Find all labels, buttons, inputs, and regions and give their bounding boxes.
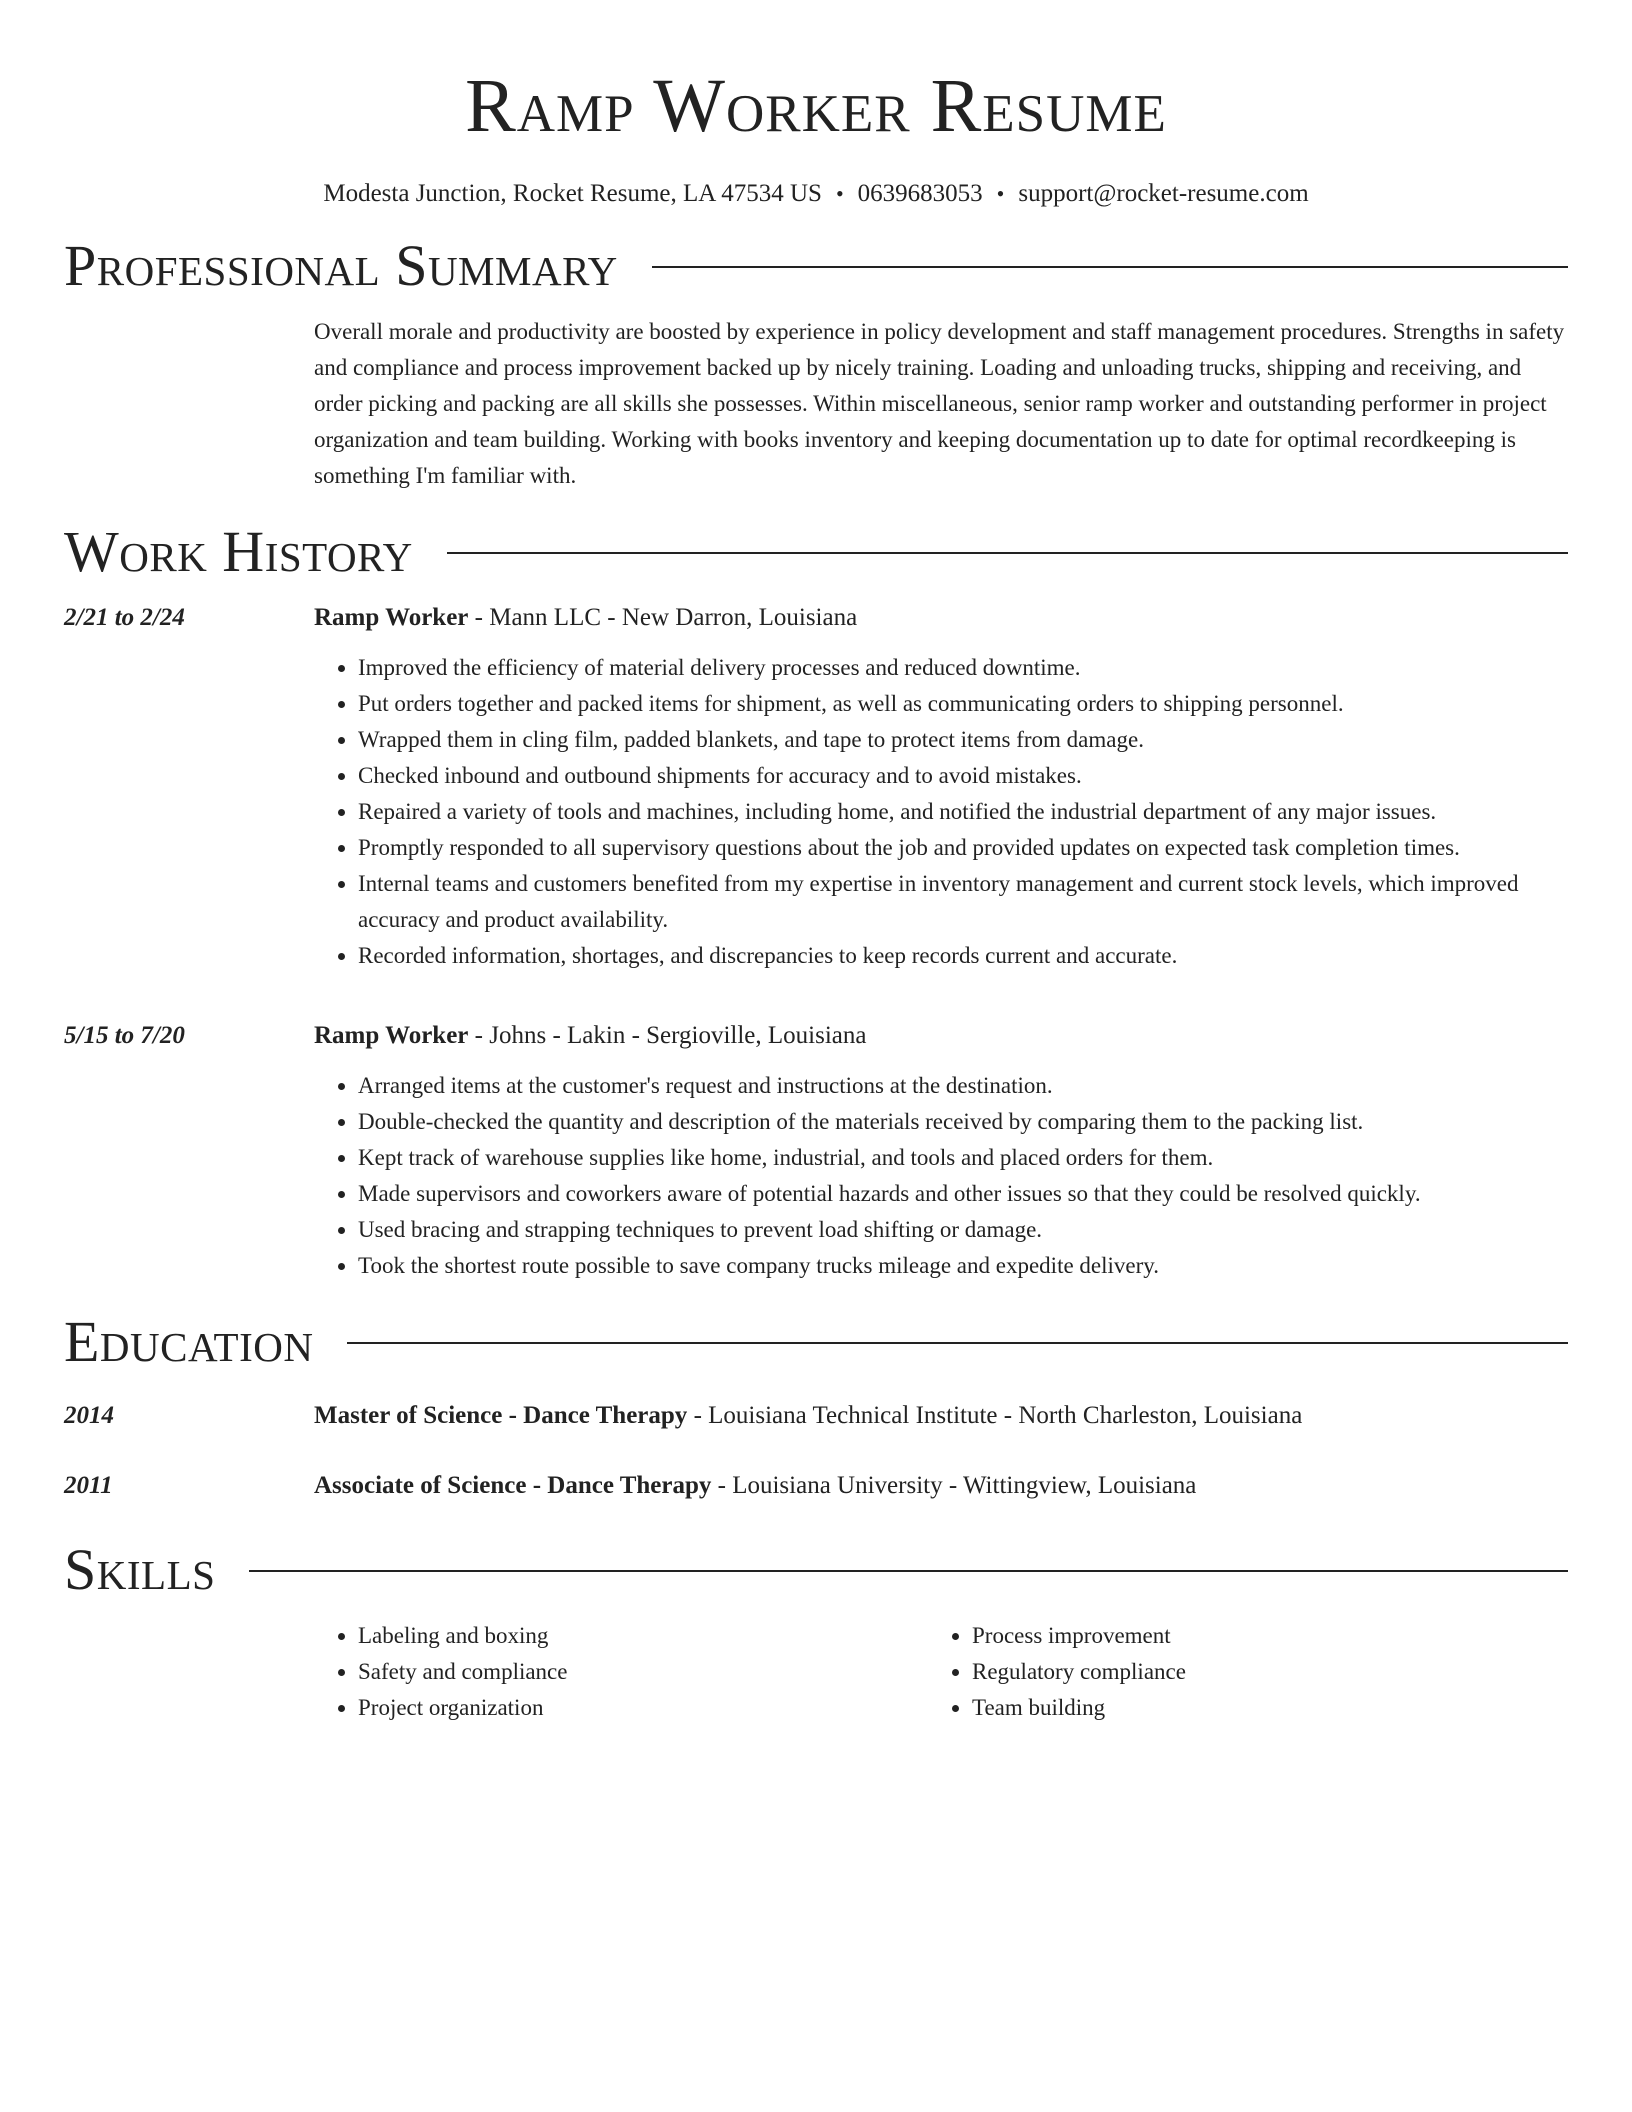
contact-email: support@rocket-resume.com [1018, 180, 1309, 207]
education-entry [64, 1468, 1568, 1504]
job-dates: 2/21 to 2/24 [64, 604, 185, 631]
job-bullet: • Improved the efficiency of material delivery processes and reduced downtime. [358, 650, 1568, 686]
skill-item: • Team building [972, 1690, 1542, 1726]
skill-item: • Labeling and boxing [358, 1618, 928, 1654]
job-bullet: • Recorded information, shortages, and discrepancies to keep records current and accurate. [358, 938, 1568, 974]
job-bullets [314, 1068, 1568, 1284]
education-line [314, 1468, 1568, 1504]
contact-line [64, 178, 1568, 210]
education-heading: Education [64, 1309, 314, 1374]
job-details: - Mann LLC - New Darron, Louisiana [468, 604, 858, 631]
skill-item: • Project organization [358, 1690, 928, 1726]
job-bullet: • Wrapped them in cling film, padded blankets, and tape to protect items from damage. [358, 722, 1568, 758]
job-body [314, 600, 1568, 974]
section-divider [447, 552, 1568, 554]
job-bullet: • Double-checked the quantity and description of the materials received by comparing them to the packing list. [358, 1104, 1568, 1140]
education-line [314, 1398, 1568, 1434]
skills-heading: Skills [64, 1537, 216, 1602]
skills-section-header [64, 1538, 1568, 1602]
job-title-line [314, 600, 1568, 636]
job-bullet: • Kept track of warehouse supplies like home, industrial, and tools and placed orders for them. [358, 1140, 1568, 1176]
summary-section-header [64, 234, 1568, 298]
resume-page [64, 0, 1568, 1726]
work-heading: Work History [64, 519, 413, 584]
job-title-line [314, 1018, 1568, 1054]
summary-text: Overall morale and productivity are boosted by experience in policy development and staff management procedures. Strengths in safety and compliance and process improvement backed up by nicely training. Loading and unloading trucks, shipping and receiving, and order picking and packing are all skills she possesses. Within miscellaneous, senior ramp worker and outstanding performer in project organization and team building. Working with books inventory and keeping documentation up to date for optimal recordkeeping is something I'm familiar with. [314, 319, 1565, 488]
job-bullet: • Repaired a variety of tools and machines, including home, and notified the industrial department of any major issues. [358, 794, 1568, 830]
job-details: - Johns - Lakin - Sergioville, Louisiana [468, 1022, 867, 1049]
job-bullet: • Promptly responded to all supervisory questions about the job and provided updates on expected task completion times. [358, 830, 1568, 866]
section-divider [652, 266, 1568, 268]
education-year: 2014 [64, 1402, 114, 1429]
summary-heading: Professional Summary [64, 233, 618, 298]
education-details: - Louisiana University - Wittingview, Louisiana [711, 1472, 1197, 1499]
skills-column-right [928, 1618, 1542, 1726]
job-entry [64, 600, 1568, 974]
job-bullet: • Used bracing and strapping techniques to prevent load shifting or damage. [358, 1212, 1568, 1248]
job-bullet: • Took the shortest route possible to save company trucks mileage and expedite delivery. [358, 1248, 1568, 1284]
job-title: Ramp Worker [314, 1022, 469, 1049]
skill-item: • Safety and compliance [358, 1654, 928, 1690]
job-bullet: • Checked inbound and outbound shipments for accuracy and to avoid mistakes. [358, 758, 1568, 794]
skill-item: • Process improvement [972, 1618, 1542, 1654]
job-dates: 5/15 to 7/20 [64, 1022, 185, 1049]
education-list [64, 1398, 1568, 1504]
work-section-header [64, 520, 1568, 584]
education-details: - Louisiana Technical Institute - North Charleston, Louisiana [687, 1402, 1303, 1429]
contact-phone: 0639683053 [857, 180, 983, 207]
job-bullet: • Put orders together and packed items for shipment, as well as communicating orders to shipping personnel. [358, 686, 1568, 722]
job-title: Ramp Worker [314, 604, 469, 631]
education-year: 2011 [64, 1472, 113, 1499]
section-divider [249, 1570, 1568, 1572]
job-bullet: • Made supervisors and coworkers aware of potential hazards and other issues so that they could be resolved quickly. [358, 1176, 1568, 1212]
skills-grid [314, 1618, 1568, 1726]
job-bullet: • Internal teams and customers benefited from my expertise in inventory management and current stock levels, which improved accuracy and product availability. [358, 866, 1568, 938]
education-section-header [64, 1310, 1568, 1374]
job-body [314, 1018, 1568, 1284]
skill-item: • Regulatory compliance [972, 1654, 1542, 1690]
section-divider [347, 1342, 1568, 1344]
skills-column-left [314, 1618, 928, 1726]
contact-address: Modesta Junction, Rocket Resume, LA 47534 US [323, 180, 822, 207]
education-degree: Master of Science - Dance Therapy [314, 1402, 688, 1429]
resume-title: Ramp Worker Resume [465, 64, 1167, 148]
education-entry [64, 1398, 1568, 1434]
education-degree: Associate of Science - Dance Therapy [314, 1472, 712, 1499]
contact-separator: • [835, 181, 844, 206]
job-entry [64, 1018, 1568, 1284]
job-bullets [314, 650, 1568, 974]
contact-separator: • [996, 181, 1005, 206]
job-bullet: • Arranged items at the customer's request and instructions at the destination. [358, 1068, 1568, 1104]
